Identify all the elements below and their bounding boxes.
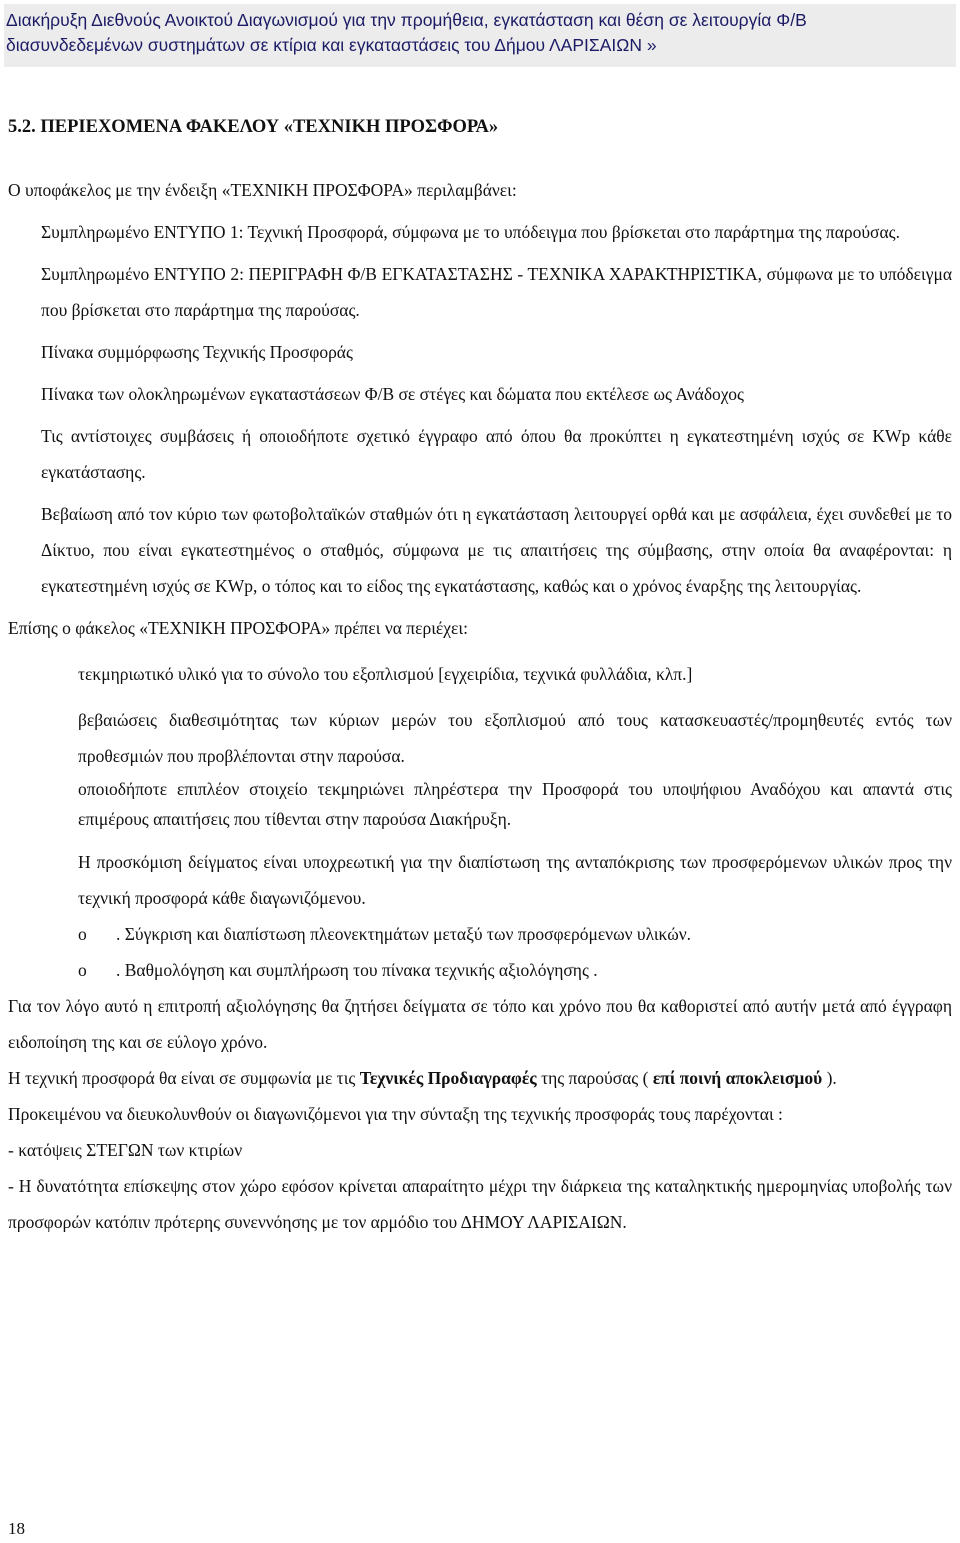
bullet-marker: o <box>78 960 87 980</box>
samples-paragraph: Για τον λόγο αυτό η επιτροπή αξιολόγησης θα ζητήσει δείγματα σε τόπο και χρόνο που θα καθοριστεί από αυτήν μετά από έγγραφη ειδοποίηση της και σε εύλογο χρόνο. <box>8 996 952 1052</box>
list-item: Η προσκόμιση δείγματος είναι υποχρεωτική για την διαπίστωση της ανταπόκρισης των προσφερόμενων υλικών προς την τεχνική προσφορά κάθε διαγωνιζόμενου. <box>78 852 952 908</box>
list-item: οποιοδήποτε επιπλέον στοιχείο τεκμηριώνει πληρέστερα την Προσφορά του υποψήφιου Αναδόχου και απαντά στις επιμέρους απαιτήσεις που τίθενται στην παρούσα Διακήρυξη. <box>78 779 952 829</box>
bullet-text: . Σύγκριση και διαπίστωση πλεονεκτημάτων μεταξύ των προσφερόμενων υλικών. <box>116 924 692 944</box>
list-item: Βεβαίωση από τον κύριο των φωτοβολταϊκών σταθμών ότι η εγκατάσταση λειτουργεί ορθά και με ασφάλεια, έχει συνδεθεί με το Δίκτυο, που είναι εγκατεστημένος ο σταθμός, σύμφωνα με τις απαιτήσεις της σύμβασης, στην οποία θα αναφέρονται: η εγκατεστημένη ισχύς σε KWp, ο τόπος και το είδος της εγκατάστασης, καθώς και ο χρόνος έναρξης της λειτουργίας. <box>41 504 952 596</box>
list-item: Τις αντίστοιχες συμβάσεις ή οποιοδήποτε σχετικό έγγραφο από όπου θα προκύπτει η εγκατεστημένη ισχύς σε KWp κάθε εγκατάστασης. <box>41 426 952 482</box>
provided-intro: Προκειμένου να διευκολυνθούν οι διαγωνιζόμενοι για την σύνταξη της τεχνικής προσφοράς τους παρέχονται : <box>8 1104 783 1124</box>
compliance-text-2: της παρούσας ( <box>536 1068 653 1088</box>
page-number: 18 <box>8 1519 25 1538</box>
bullet-item <box>8 916 952 952</box>
compliance-paragraph <box>8 1060 952 1096</box>
list-item: Συμπληρωμένο ΕΝΤΥΠΟ 2: ΠΕΡΙΓΡΑΦΗ Φ/Β ΕΓΚΑΤΑΣΤΑΣΗΣ - ΤΕΧΝΙΚΑ ΧΑΡΑΚΤΗΡΙΣΤΙΚΑ, σύμφωνα με το υπόδειγμα που βρίσκεται στο παράρτημα της παρούσας. <box>41 264 952 320</box>
provided-item: - Η δυνατότητα επίσκεψης στον χώρο εφόσον κρίνεται απαραίτητο μέχρι την διάρκεια της καταληκτικής ημερομηνίας υποβολής των προσφορών κατόπιν πρότερης συνεννόησης με τον αρμόδιο του ΔΗΜΟΥ ΛΑΡΙΣΑΙΩΝ. <box>8 1176 952 1232</box>
bullet-marker: o <box>78 924 87 944</box>
list-item: Πίνακα συμμόρφωσης Τεχνικής Προσφοράς <box>41 342 353 362</box>
list-item: Πίνακα των ολοκληρωμένων εγκαταστάσεων Φ/Β σε στέγες και δώματα που εκτέλεσε ως Ανάδοχος <box>41 384 744 404</box>
list-item: τεκμηριωτικό υλικό για το σύνολο του εξοπλισμού [εγχειρίδια, τεχνικά φυλλάδια, κλπ.] <box>78 664 693 684</box>
header-line-1: Διακήρυξη Διεθνούς Ανοικτού Διαγωνισμού για την προμήθεια, εγκατάσταση και θέση σε λειτουργία Φ/Β <box>6 10 807 30</box>
section-title: 5.2. ΠΕΡΙΕΧΟΜΕΝΑ ΦΑΚΕΛΟΥ «ΤΕΧΝΙΚΗ ΠΡΟΣΦΟΡΑ» <box>8 117 499 137</box>
also-paragraph: Επίσης ο φάκελος «ΤΕΧΝΙΚΗ ΠΡΟΣΦΟΡΑ» πρέπει να περιέχει: <box>8 618 468 638</box>
exclusion-emphasis: επί ποινή αποκλεισμού <box>652 1068 823 1088</box>
intro-paragraph: Ο υποφάκελος με την ένδειξη «ΤΕΧΝΙΚΗ ΠΡΟΣΦΟΡΑ» περιλαμβάνει: <box>8 180 517 200</box>
compliance-text-3: ). <box>822 1068 837 1088</box>
document-body <box>8 112 952 1240</box>
bullet-text: . Βαθμολόγηση και συμπλήρωση του πίνακα τεχνικής αξιολόγησης . <box>116 960 598 980</box>
provided-item: - κατόψεις ΣΤΕΓΩΝ των κτιρίων <box>8 1140 243 1160</box>
list-item: βεβαιώσεις διαθεσιμότητας των κύριων μερών του εξοπλισμού από τους κατασκευαστές/προμηθευτές εντός των προθεσμιών που προβλέπονται στην παρούσα. <box>78 710 952 766</box>
header-line-2: διασυνδεδεμένων συστημάτων σε κτίρια και εγκαταστάσεις του Δήμου ΛΑΡΙΣΑΙΩΝ » <box>6 35 657 55</box>
bullet-item <box>8 952 952 988</box>
document-header <box>4 4 956 67</box>
technical-specs-emphasis: Τεχνικές Προδιαγραφές <box>359 1068 537 1088</box>
compliance-text-1: Η τεχνική προσφορά θα είναι σε συμφωνία με τις <box>8 1068 360 1088</box>
list-item: Συμπληρωμένο ΕΝΤΥΠΟ 1: Τεχνική Προσφορά, σύμφωνα με το υπόδειγμα που βρίσκεται στο παράρτημα της παρούσας. <box>41 222 900 242</box>
